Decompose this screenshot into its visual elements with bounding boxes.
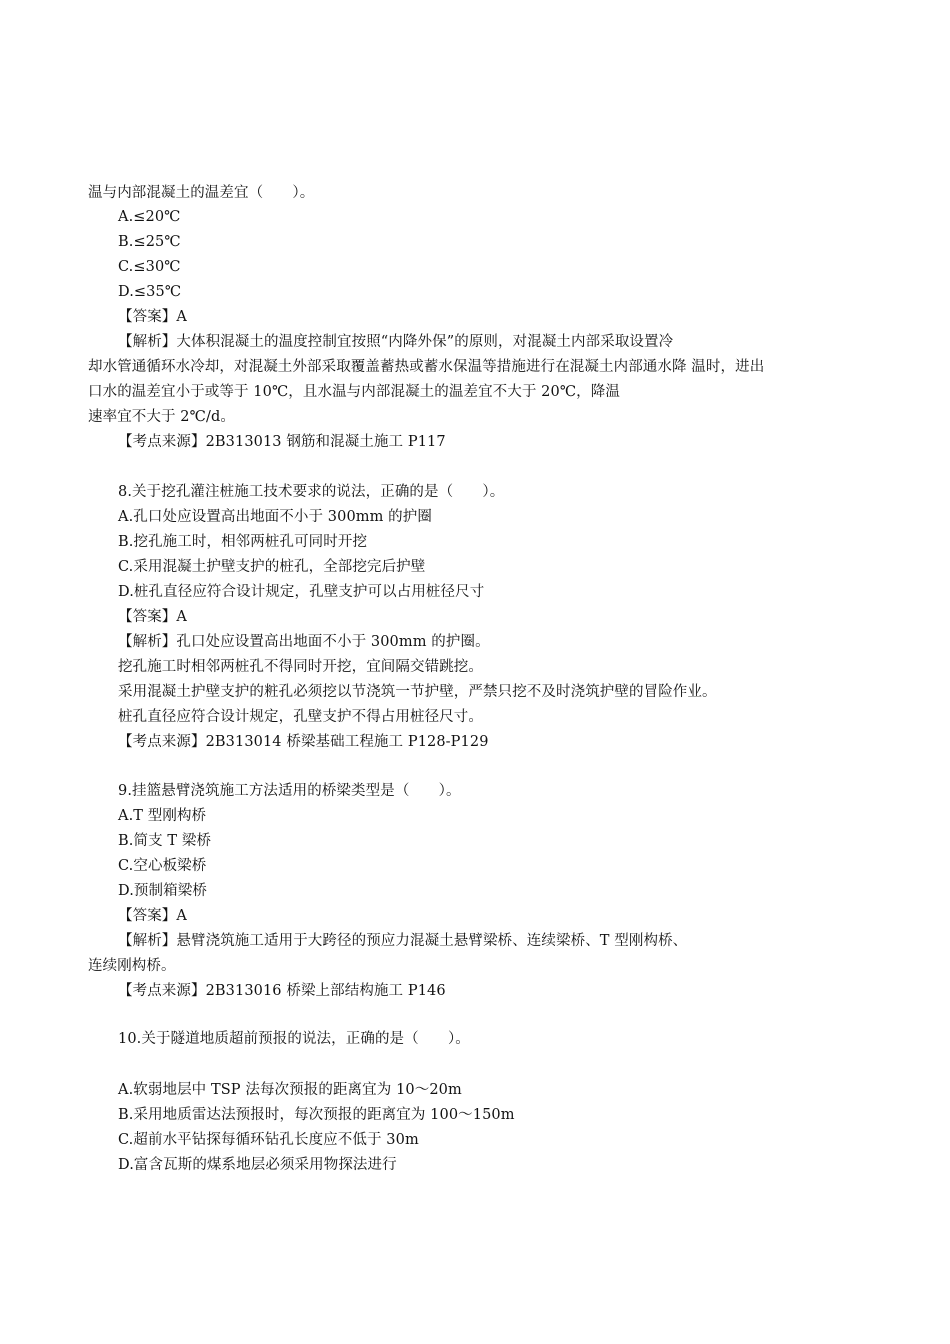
q9-source: 【考点来源】2B313016 桥梁上部结构施工 P146 — [118, 983, 446, 999]
q7-source: 【考点来源】2B313013 钢筋和混凝土施工 P117 — [118, 434, 446, 450]
q8-option-a: A.孔口处应设置高出地面不小于 300mm 的护圈 — [118, 509, 432, 525]
q7-option-b: B.≤25℃ — [118, 234, 181, 250]
q8-stem: 8.关于挖孔灌注桩施工技术要求的说法，正确的是（ ）。 — [118, 484, 505, 500]
q9-analysis-2: 连续刚构桥。 — [88, 958, 176, 974]
q7-stem-tail: 温与内部混凝土的温差宜（ ）。 — [88, 185, 315, 201]
q7-option-a: A.≤20℃ — [118, 209, 181, 225]
q9-stem: 9.挂篮悬臂浇筑施工方法适用的桥梁类型是（ ）。 — [118, 783, 461, 799]
q9-option-d: D.预制箱梁桥 — [118, 883, 207, 899]
q8-answer: 【答案】A — [118, 609, 187, 625]
q7-option-d: D.≤35℃ — [118, 284, 182, 300]
q8-analysis-2: 挖孔施工时相邻两桩孔不得同时开挖，宜间隔交错跳挖。 — [118, 659, 483, 675]
q8-analysis-1: 【解析】孔口处应设置高出地面不小于 300mm 的护圈。 — [118, 634, 490, 650]
q7-analysis-1: 【解析】大体积混凝土的温度控制宜按照“内降外保”的原则，对混凝土内部采取设置冷 — [118, 334, 674, 350]
q9-analysis-1: 【解析】悬臂浇筑施工适用于大跨径的预应力混凝土悬臂梁桥、连续梁桥、T 型刚构桥、 — [118, 933, 688, 949]
q7-answer: 【答案】A — [118, 309, 187, 325]
q10-option-d: D.富含瓦斯的煤系地层必须采用物探法进行 — [118, 1157, 397, 1173]
q7-analysis-2: 却水管通循环水冷却，对混凝土外部采取覆盖蓄热或蓄水保温等措施进行在混凝土内部通水降 温时，进出 — [88, 359, 765, 375]
q9-option-b: B.简支 T 梁桥 — [118, 833, 212, 849]
q7-analysis-3: 口水的温差宜小于或等于 10℃，且水温与内部混凝土的温差宜不大于 20℃，降温 — [88, 384, 620, 400]
q8-option-b: B.挖孔施工时，相邻两桩孔可同时开挖 — [118, 534, 368, 550]
q10-option-b: B.采用地质雷达法预报时，每次预报的距离宜为 100～150m — [118, 1107, 515, 1123]
q10-option-a: A.软弱地层中 TSP 法每次预报的距离宜为 10～20m — [118, 1082, 462, 1098]
q8-source: 【考点来源】2B313014 桥梁基础工程施工 P128-P129 — [118, 734, 489, 750]
q9-answer: 【答案】A — [118, 908, 187, 924]
q7-option-c: C.≤30℃ — [118, 259, 181, 275]
q10-option-c: C.超前水平钻探每循环钻孔长度应不低于 30m — [118, 1132, 419, 1148]
q10-stem: 10.关于隧道地质超前预报的说法，正确的是（ ）。 — [118, 1031, 470, 1047]
q8-option-d: D.桩孔直径应符合设计规定，孔壁支护可以占用桩径尺寸 — [118, 584, 485, 600]
q9-option-c: C.空心板梁桥 — [118, 858, 207, 874]
q7-analysis-4: 速率宜不大于 2℃/d。 — [88, 409, 235, 425]
q9-option-a: A.T 型刚构桥 — [118, 808, 207, 824]
q8-analysis-4: 桩孔直径应符合设计规定，孔壁支护不得占用桩径尺寸。 — [118, 709, 483, 725]
q8-analysis-3: 采用混凝土护壁支护的粧孔必须挖以节浇筑一节护壁，严禁只挖不及时浇筑护壁的冒险作业。 — [118, 684, 717, 700]
q8-option-c: C.采用混凝土护壁支护的桩孔，全部挖完后护壁 — [118, 559, 426, 575]
